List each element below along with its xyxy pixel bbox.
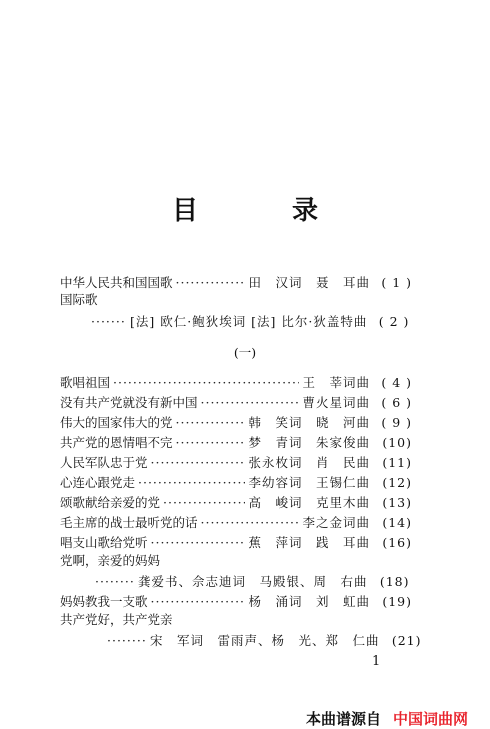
page-ref: (16): [382, 534, 412, 550]
song-credit: 王 莘词曲: [302, 375, 370, 390]
toc-entry: [88, 311, 412, 331]
song-title: 中华人民共和国国歌: [60, 275, 173, 290]
song-credit: 韩 笑词 晓 河曲: [248, 415, 370, 430]
song-title: 共产党好，共产党亲: [60, 612, 173, 627]
page-number: 1: [372, 654, 381, 669]
section-label: (一): [233, 345, 257, 360]
song-title: 唱支山歌给党听: [60, 535, 148, 550]
page-ref: (21): [391, 632, 422, 648]
leader-dots: [95, 574, 135, 589]
toc-entry: [60, 591, 412, 611]
toc-entry: [60, 412, 412, 432]
song-title: 歌唱祖国: [60, 375, 111, 390]
song-credit: [法] 欧仁·鲍狄埃词 [法] 比尔·狄盖特曲: [130, 314, 368, 329]
toc-entry: [60, 392, 412, 412]
leader-dots: [113, 375, 299, 390]
leader-dots: [201, 395, 300, 410]
leader-dots: [151, 535, 246, 550]
leader-dots: [163, 495, 245, 510]
song-title: 妈妈教我一支歌: [60, 594, 148, 609]
song-title: 人民军队忠于党: [60, 455, 148, 470]
page-ref: (11): [382, 454, 412, 470]
watermark-source-text: 本曲谱源自: [306, 710, 382, 728]
song-credit: 宋 军词 雷雨声、杨 光、郑 仁曲: [150, 633, 380, 648]
song-credit: 田 汉词 聂 耳曲: [248, 275, 370, 290]
song-credit: 蕉 萍词 践 耳曲: [248, 535, 370, 550]
leader-dots: [151, 455, 246, 470]
song-credit: 曹火星词曲: [302, 395, 370, 410]
toc-entry: [60, 492, 412, 512]
page-ref: ( 6 ): [381, 394, 412, 410]
leader-dots: [91, 314, 127, 329]
song-credit: 李之金词曲: [302, 515, 370, 530]
song-credit: 梦 青词 朱家俊曲: [248, 435, 370, 450]
page-ref: (13): [382, 494, 412, 510]
page-ref: ( 4 ): [381, 374, 412, 390]
toc-entry: [60, 372, 412, 392]
song-title: 伟大的国家伟大的党: [60, 415, 173, 430]
page-ref: ( 9 ): [381, 414, 412, 430]
toc-entry: [92, 571, 412, 591]
toc-entry: [104, 630, 422, 650]
leader-dots: [176, 435, 246, 450]
leader-dots: [107, 633, 147, 648]
toc-entry: [60, 272, 412, 292]
song-title: 没有共产党就没有新中国: [60, 395, 198, 410]
song-credit: 龚爱书、佘志迪词 马殿银、周 右曲: [138, 574, 368, 589]
song-title: 颂歌献给亲爱的党: [60, 495, 161, 510]
leader-dots: [176, 275, 246, 290]
page-ref: (19): [382, 593, 412, 609]
watermark-site-name: 中国词曲网: [393, 710, 469, 728]
toc-entry: [60, 452, 412, 472]
song-title: 国际歌: [60, 292, 98, 307]
leader-dots: [176, 415, 246, 430]
song-title: 毛主席的战士最听党的话: [60, 515, 198, 530]
song-credit: 杨 涌词 刘 虹曲: [248, 594, 370, 609]
toc-entry: [60, 512, 412, 532]
toc-entry: [60, 532, 412, 552]
song-credit: 高 峻词 克里木曲: [248, 495, 370, 510]
song-title: 心连心跟党走: [60, 475, 136, 490]
leader-dots: [138, 475, 245, 490]
page-ref: ( 2 ): [378, 313, 410, 329]
toc-entry: [60, 432, 412, 452]
page-ref: (18): [379, 573, 410, 589]
song-title: 党啊，亲爱的妈妈: [60, 553, 161, 568]
song-title: 共产党的恩情唱不完: [60, 435, 173, 450]
watermark: [306, 708, 468, 729]
page-title: 目 录: [171, 196, 352, 226]
song-credit: 李幼容词 王锡仁曲: [248, 475, 370, 490]
page-ref: (10): [382, 434, 412, 450]
leader-dots: [151, 594, 246, 609]
song-credit: 张永枚词 肖 民曲: [248, 455, 370, 470]
leader-dots: [201, 515, 300, 530]
page-ref: ( 1 ): [381, 274, 412, 290]
page-ref: (12): [382, 474, 412, 490]
page-ref: (14): [382, 514, 412, 530]
toc-entry: [60, 472, 412, 492]
